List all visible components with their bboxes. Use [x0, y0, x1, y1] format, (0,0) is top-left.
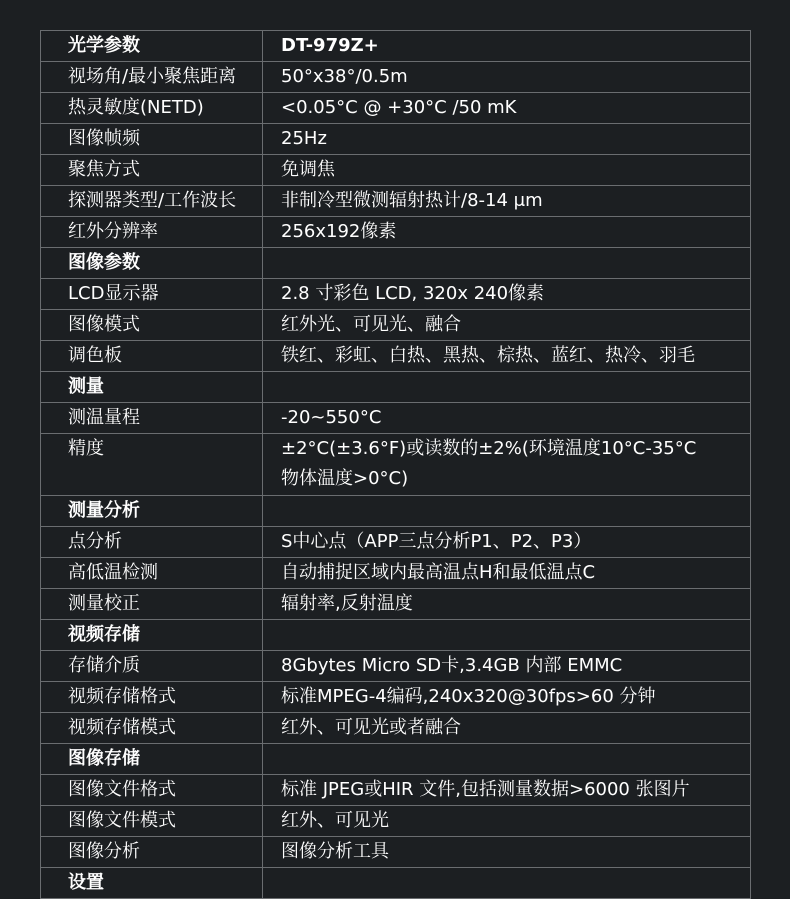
- row-label: 热灵敏度(NETD): [41, 93, 263, 124]
- section-row: [41, 620, 751, 651]
- table-row: [41, 558, 751, 589]
- table-header-row: [41, 31, 751, 62]
- table-row: [41, 434, 751, 496]
- table-row: [41, 217, 751, 248]
- row-label: 光学参数: [41, 31, 263, 62]
- spec-table: [40, 30, 751, 899]
- section-title: 测量: [41, 372, 263, 403]
- row-value: -20~550°C: [263, 403, 751, 434]
- row-value: <0.05°C @ +30°C /50 mK: [263, 93, 751, 124]
- table-row: [41, 682, 751, 713]
- section-row: [41, 372, 751, 403]
- table-row: [41, 527, 751, 558]
- section-row: [41, 496, 751, 527]
- section-title: 测量分析: [41, 496, 263, 527]
- section-row: [41, 744, 751, 775]
- table-row: [41, 186, 751, 217]
- section-title: 图像存储: [41, 744, 263, 775]
- row-label: 探测器类型/工作波长: [41, 186, 263, 217]
- row-label: 视频存储格式: [41, 682, 263, 713]
- row-value: 2.8 寸彩色 LCD, 320x 240像素: [263, 279, 751, 310]
- row-value-line: ±2°C(±3.6°F)或读数的±2%(环境温度10°C-35°C: [281, 438, 697, 459]
- row-label: 红外分辨率: [41, 217, 263, 248]
- row-label: 聚焦方式: [41, 155, 263, 186]
- row-label: 调色板: [41, 341, 263, 372]
- row-value: 25Hz: [263, 124, 751, 155]
- row-label: 视场角/最小聚焦距离: [41, 62, 263, 93]
- table-row: [41, 93, 751, 124]
- row-value: [263, 620, 751, 651]
- row-value: [263, 744, 751, 775]
- row-value: 自动捕捉区域内最高温点H和最低温点C: [263, 558, 751, 589]
- row-value: 标准MPEG-4编码,240x320@30fps>60 分钟: [263, 682, 751, 713]
- section-title: 图像参数: [41, 248, 263, 279]
- row-value: [263, 434, 751, 496]
- row-value: [263, 372, 751, 403]
- row-label: 图像文件格式: [41, 775, 263, 806]
- row-label: 图像模式: [41, 310, 263, 341]
- table-row: [41, 124, 751, 155]
- row-value: 标准 JPEG或HIR 文件,包括测量数据>6000 张图片: [263, 775, 751, 806]
- row-label: 高低温检测: [41, 558, 263, 589]
- section-title: 设置: [41, 868, 263, 899]
- row-value: 非制冷型微测辐射热计/8-14 μm: [263, 186, 751, 217]
- table-row: [41, 775, 751, 806]
- row-value: S中心点（APP三点分析P1、P2、P3）: [263, 527, 751, 558]
- table-row: [41, 403, 751, 434]
- row-value: [263, 248, 751, 279]
- section-title: 视频存储: [41, 620, 263, 651]
- table-row: [41, 341, 751, 372]
- row-value-line: 物体温度>0°C): [281, 468, 409, 489]
- row-label: 点分析: [41, 527, 263, 558]
- row-label: 图像分析: [41, 837, 263, 868]
- table-row: [41, 279, 751, 310]
- table-row: [41, 310, 751, 341]
- section-row: [41, 248, 751, 279]
- row-value: DT-979Z+: [263, 31, 751, 62]
- table-row: [41, 155, 751, 186]
- row-value: 50°x38°/0.5m: [263, 62, 751, 93]
- row-value: 红外光、可见光、融合: [263, 310, 751, 341]
- table-row: [41, 62, 751, 93]
- row-label: LCD显示器: [41, 279, 263, 310]
- table-row: [41, 806, 751, 837]
- row-value: [263, 868, 751, 899]
- row-label: 精度: [41, 434, 263, 496]
- row-value: 铁红、彩虹、白热、黑热、棕热、蓝红、热冷、羽毛: [263, 341, 751, 372]
- table-row: [41, 651, 751, 682]
- table-row: [41, 713, 751, 744]
- row-value: [263, 496, 751, 527]
- row-value: 红外、可见光: [263, 806, 751, 837]
- table-row: [41, 837, 751, 868]
- row-value: 辐射率,反射温度: [263, 589, 751, 620]
- row-label: 存储介质: [41, 651, 263, 682]
- row-label: 图像帧频: [41, 124, 263, 155]
- row-value: 8Gbytes Micro SD卡,3.4GB 内部 EMMC: [263, 651, 751, 682]
- row-label: 测量校正: [41, 589, 263, 620]
- row-value: 免调焦: [263, 155, 751, 186]
- section-row: [41, 868, 751, 899]
- row-label: 图像文件模式: [41, 806, 263, 837]
- row-value: 红外、可见光或者融合: [263, 713, 751, 744]
- row-label: 测温量程: [41, 403, 263, 434]
- row-value: 图像分析工具: [263, 837, 751, 868]
- table-row: [41, 589, 751, 620]
- row-label: 视频存储模式: [41, 713, 263, 744]
- row-value: 256x192像素: [263, 217, 751, 248]
